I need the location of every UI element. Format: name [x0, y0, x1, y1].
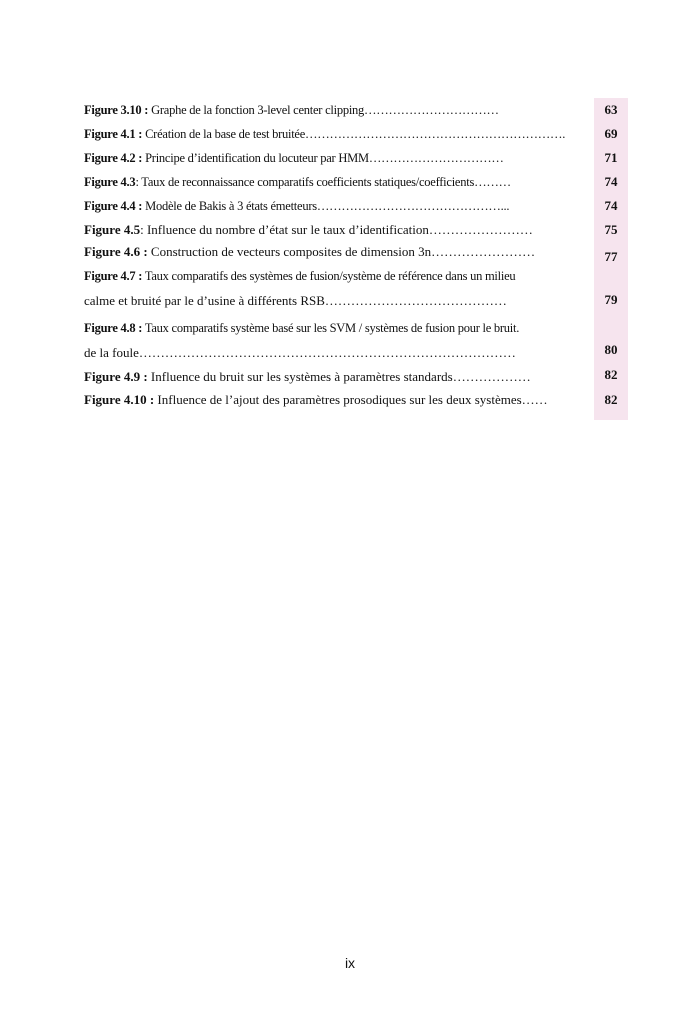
toc-entry-fig-4-2[interactable]	[84, 150, 590, 166]
page-number: 80	[604, 342, 618, 357]
page-number: 79	[604, 292, 618, 307]
figure-title-continued: calme et bruité par le d’usine à différents RSB……………………………………	[84, 293, 507, 308]
figure-label: Figure 4.8 :	[84, 321, 143, 335]
figure-label: Figure 4.2 :	[84, 151, 143, 165]
toc-entry-fig-3-10[interactable]	[84, 102, 590, 118]
toc-entry-fig-4-6[interactable]	[84, 244, 590, 260]
figure-label: Figure 4.4 :	[84, 199, 143, 213]
toc-entry-fig-4-1[interactable]	[84, 126, 590, 142]
figure-title: Taux comparatifs système basé sur les SVM / systèmes de fusion pour le bruit.	[142, 321, 520, 335]
figure-label: Figure 3.10 :	[84, 103, 149, 117]
figure-title-continued: de la foule……………………………………………………………………………	[84, 345, 516, 360]
figure-label: Figure 4.1 :	[84, 127, 143, 141]
page-number: 82	[604, 392, 618, 407]
toc-entry-fig-4-8[interactable]	[84, 320, 590, 361]
toc-entry-fig-4-4[interactable]	[84, 198, 590, 214]
page-number: 74	[604, 198, 618, 213]
figure-title: Modèle de Bakis à 3 états émetteurs………………………………………...	[142, 199, 510, 213]
toc-entry-fig-4-10[interactable]	[84, 392, 590, 408]
toc-entry-fig-4-9[interactable]	[84, 369, 590, 385]
figure-title: : Taux de reconnaissance comparatifs coefficients statiques/coefficients………	[135, 175, 511, 189]
figure-title: Influence du bruit sur les systèmes à paramètres standards………………	[147, 369, 531, 384]
page-number: 82	[604, 367, 618, 382]
figure-title: Construction de vecteurs composites de dimension 3n……………………	[147, 244, 536, 259]
page-number: 63	[604, 102, 618, 117]
toc-entry-fig-4-3[interactable]	[84, 174, 590, 190]
figure-title: Création de la base de test bruitée……………………………………………………….	[142, 127, 566, 141]
page-number: 74	[604, 174, 618, 189]
figure-label: Figure 4.6 :	[84, 244, 148, 259]
figure-title: Graphe de la fonction 3-level center clipping……………………………	[148, 103, 499, 117]
figure-label: Figure 4.10 :	[84, 392, 155, 407]
figure-title: Taux comparatifs des systèmes de fusion/système de référence dans un milieu	[142, 269, 516, 283]
figure-label: Figure 4.3	[84, 175, 136, 189]
figure-label: Figure 4.7 :	[84, 269, 143, 283]
figure-label: Figure 4.9 :	[84, 369, 148, 384]
toc-entry-fig-4-7[interactable]	[84, 268, 590, 309]
figure-title: : Influence du nombre d’état sur le taux d’identification……………………	[140, 222, 533, 237]
figure-title: Principe d’identification du locuteur par HMM……………………………	[142, 151, 504, 165]
footer-page-number: ix	[344, 955, 356, 971]
figure-title: Influence de l’ajout des paramètres prosodiques sur les deux systèmes……	[154, 392, 548, 407]
page-number: 71	[604, 150, 618, 165]
page-number: 75	[604, 222, 618, 237]
page-number: 77	[604, 249, 618, 264]
toc-entry-fig-4-5[interactable]	[84, 222, 590, 238]
figure-label: Figure 4.5	[84, 222, 141, 237]
page-number: 69	[604, 126, 618, 141]
